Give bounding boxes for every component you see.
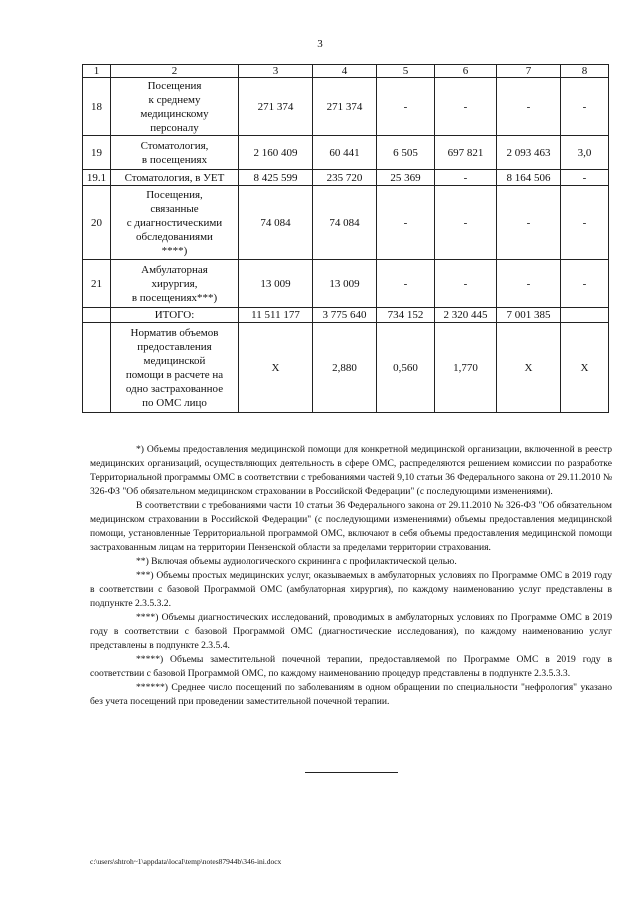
table-cell: 8 425 599 [239, 170, 313, 186]
table-header-cell: 7 [497, 65, 561, 78]
table-cell: 3 775 640 [313, 308, 377, 323]
table-header-cell: 3 [239, 65, 313, 78]
footnote: ***) Объемы простых медицинских услуг, оказываемых в амбулаторных условиях по Программе ОМС в 2019 году в соответствии с базовой Программой ОМС (амбулаторная хирургия), по каждому наименованию услуг представлены в подпункте 2.3.5.3.2. [90, 570, 612, 609]
footnote: В соответствии с требованиями части 10 статьи 36 Федерального закона от 29.11.2010 № 326-ФЗ "Об обязательном медицинском страховании в Российской Федерации" (с последующими изменениями) объемы предоставления медицинской помощи, установленные Территориальной программой ОМС, включают в себя объемы предоставления медицинской помощи застрахованным лицам на территории Пензенской области за пределами территории страхования. [90, 500, 612, 553]
table-cell: 697 821 [435, 136, 497, 170]
row-label: Стоматология, в посещениях [111, 136, 239, 170]
table-cell: 13 009 [313, 260, 377, 308]
row-number: 19.1 [83, 170, 111, 186]
table-cell: 2 093 463 [497, 136, 561, 170]
table-cell: 2 320 445 [435, 308, 497, 323]
table-cell: - [497, 186, 561, 260]
table-cell [561, 308, 609, 323]
table-header-cell: 4 [313, 65, 377, 78]
footnote: ****) Объемы диагностических исследований, проводимых в амбулаторных условиях по Программе ОМС в 2019 году в соответствии с базовой Программой ОМС (диагностические исследования), по каждому наименованию услуг представлены в подпункте 2.3.5.4. [90, 612, 612, 651]
footnote: **) Включая объемы аудиологического скрининга с профилактической целью. [136, 556, 457, 567]
table-cell: - [497, 78, 561, 136]
table-row [83, 170, 609, 186]
row-number [83, 323, 111, 413]
table-cell: 734 152 [377, 308, 435, 323]
table-header-cell: 2 [111, 65, 239, 78]
table-cell: - [561, 186, 609, 260]
table-header-cell: 5 [377, 65, 435, 78]
table-cell: 13 009 [239, 260, 313, 308]
table-cell: 74 084 [239, 186, 313, 260]
row-number [83, 308, 111, 323]
footnote: *) Объемы предоставления медицинской помощи для конкретной медицинской организации, включенной в реестр медицинских организаций, осуществляющих деятельность в сфере ОМС, распределяются решением комиссии по разработке Территориальной программы ОМС в соответствии с требованиями частей 9,10 статьи 36 Федерального закона от 29.11.2010 № 326-ФЗ "Об обязательном медицинском страховании в Российской Федерации" (с последующими изменениями). [90, 444, 612, 497]
table-cell: - [561, 170, 609, 186]
divider-line [305, 772, 398, 773]
row-number: 19 [83, 136, 111, 170]
row-label: Посещения к среднему медицинскому персоналу [111, 78, 239, 136]
table-cell: - [435, 186, 497, 260]
table-cell: Х [239, 323, 313, 413]
row-label: Стоматология, в УЕТ [111, 170, 239, 186]
table-cell: - [497, 260, 561, 308]
table-cell: - [435, 260, 497, 308]
table-cell: 3,0 [561, 136, 609, 170]
table-cell: 6 505 [377, 136, 435, 170]
table-cell: 7 001 385 [497, 308, 561, 323]
row-label: Посещения, связанные с диагностическими обследованиями ****) [111, 186, 239, 260]
page-number: 3 [317, 38, 323, 50]
table-row [83, 186, 609, 260]
table-cell: - [435, 170, 497, 186]
table-row [83, 260, 609, 308]
table-cell: - [377, 260, 435, 308]
table-cell: - [377, 186, 435, 260]
table-cell: Х [561, 323, 609, 413]
table-cell: 25 369 [377, 170, 435, 186]
table-cell: 0,560 [377, 323, 435, 413]
table-cell: 74 084 [313, 186, 377, 260]
table-cell: 8 164 506 [497, 170, 561, 186]
table-cell: 1,770 [435, 323, 497, 413]
volumes-table [82, 64, 609, 413]
table-norm-row [83, 323, 609, 413]
table-total-row [83, 308, 609, 323]
table-cell: 11 511 177 [239, 308, 313, 323]
table-cell: Х [497, 323, 561, 413]
table-cell: - [561, 260, 609, 308]
table-cell: 271 374 [239, 78, 313, 136]
footnote: *****) Объемы заместительной почечной терапии, предоставляемой по Программе ОМС в 2019 году в соответствии с базовой Программой ОМС, по каждому наименованию процедур представлены в подпункте 2.3.5.3.3. [90, 654, 612, 679]
row-number: 21 [83, 260, 111, 308]
row-label: ИТОГО: [111, 308, 239, 323]
table-header-cell: 1 [83, 65, 111, 78]
table-cell: 271 374 [313, 78, 377, 136]
table-cell: 60 441 [313, 136, 377, 170]
table-header-cell: 8 [561, 65, 609, 78]
table-cell: 2 160 409 [239, 136, 313, 170]
table-header-row [83, 65, 609, 78]
row-number: 18 [83, 78, 111, 136]
row-number: 20 [83, 186, 111, 260]
row-label: Амбулаторная хирургия, в посещениях***) [111, 260, 239, 308]
table-cell: - [561, 78, 609, 136]
table-row [83, 136, 609, 170]
table-cell: 235 720 [313, 170, 377, 186]
footnotes [90, 443, 612, 709]
table-header-cell: 6 [435, 65, 497, 78]
table-cell: - [435, 78, 497, 136]
table-row [83, 78, 609, 136]
footnote: ******) Среднее число посещений по заболеваниям в одном обращении по специальности "нефрология" указано без учета посещений при проведении заместительной почечной терапии. [90, 682, 612, 707]
footer-file-path: c:\users\shtroh~1\appdata\local\temp\notes87944b\346-ini.docx [90, 857, 282, 866]
table-cell: - [377, 78, 435, 136]
row-label: Норматив объемов предоставления медицинской помощи в расчете на одно застрахованное по ОМС лицо [111, 323, 239, 413]
table-cell: 2,880 [313, 323, 377, 413]
